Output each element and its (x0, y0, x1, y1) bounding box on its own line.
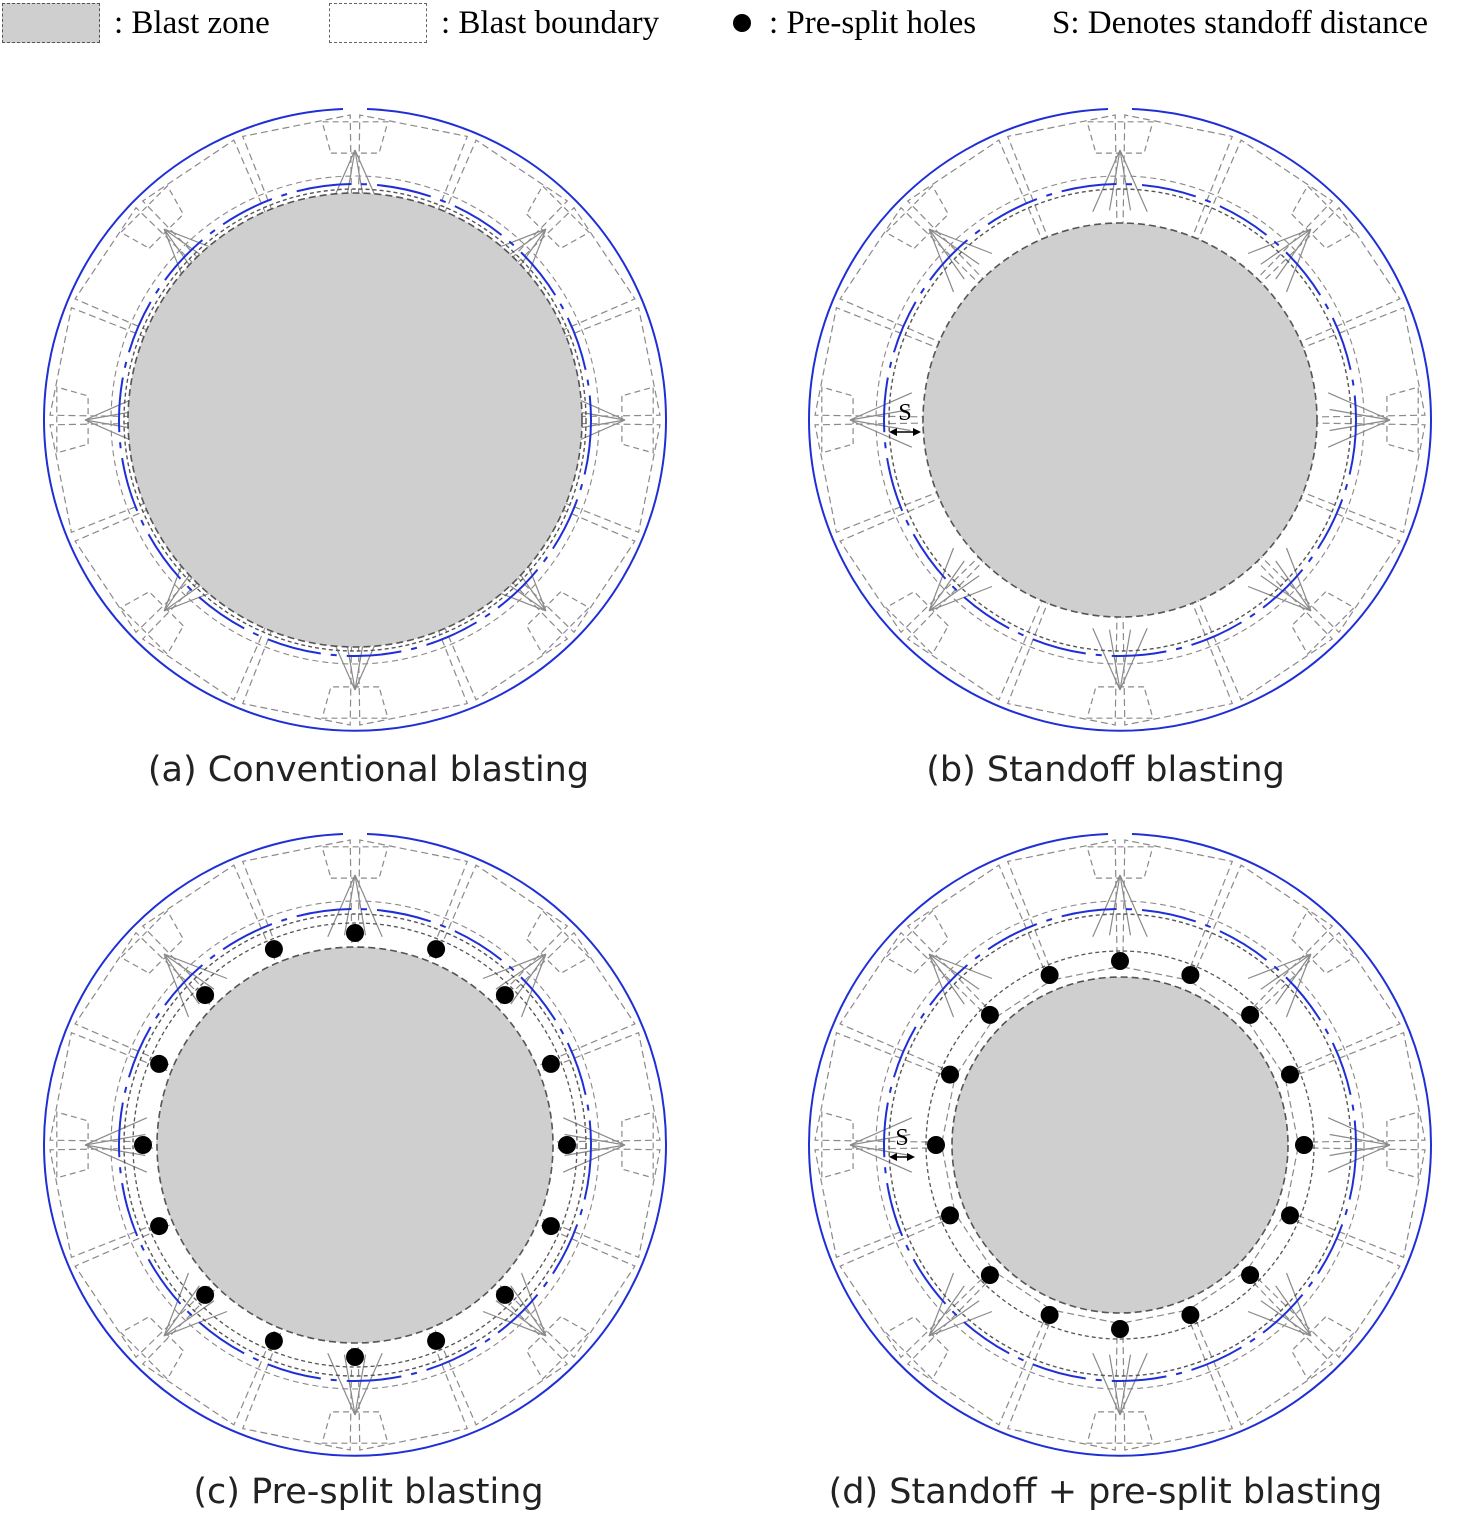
legend-presplit-holes-label: : Pre-split holes (769, 4, 977, 41)
presplit-hole (981, 1006, 999, 1024)
lining-segment (1248, 933, 1400, 1075)
anchor-block (57, 387, 88, 453)
wedge-support (929, 576, 992, 611)
legend-presplit-holes (733, 0, 976, 46)
lining-segment (1191, 865, 1333, 1017)
legend (0, 0, 1474, 46)
blast-zone (923, 223, 1317, 617)
panel-presplit (15, 805, 695, 1485)
presplit-hole (196, 986, 214, 1004)
wedge-support (164, 1273, 199, 1336)
wedge-support (929, 548, 964, 611)
caption-conventional: (a) Conventional blasting (147, 750, 590, 790)
blast-zone-swatch (2, 3, 100, 43)
presplit-hole (196, 1286, 214, 1304)
presplit-hole-icon (733, 14, 751, 32)
lining-segment (840, 1216, 992, 1358)
diagram-conventional (15, 80, 695, 760)
wedge-support (164, 1301, 227, 1336)
presplit-hole (1111, 1320, 1129, 1338)
lining-segment (1248, 1216, 1400, 1358)
legend-blast-boundary-label: : Blast boundary (441, 4, 660, 41)
legend-standoff-label: S: Denotes standoff distance (1052, 4, 1429, 41)
standoff-arrow-right (913, 428, 921, 436)
presplit-hole (1295, 1136, 1313, 1154)
presplit-hole (542, 1055, 560, 1073)
panel-conventional (15, 80, 695, 760)
presplit-hole (1281, 1206, 1299, 1224)
anchor-block (822, 387, 853, 453)
presplit-hole (542, 1217, 560, 1235)
legend-standoff (1052, 0, 1428, 46)
presplit-hole (265, 940, 283, 958)
presplit-hole (1041, 966, 1059, 984)
standoff-arrow-left (889, 1153, 897, 1161)
presplit-hole (1181, 966, 1199, 984)
caption-presplit: (c) Pre-split blasting (193, 1472, 544, 1512)
wedge-support (929, 1273, 964, 1336)
anchor-block (622, 387, 653, 453)
presplit-hole (941, 1066, 959, 1084)
caption-standoff: (b) Standoff blasting (926, 750, 1285, 790)
standoff-arrow-left (889, 428, 897, 436)
anchor-block (322, 847, 388, 878)
presplit-hole (1241, 1006, 1259, 1024)
anchor-block (1087, 122, 1153, 153)
presplit-hole (346, 924, 364, 942)
presplit-hole (1181, 1306, 1199, 1324)
presplit-hole (427, 1332, 445, 1350)
lining-segment (1123, 840, 1233, 980)
anchor-block (322, 122, 388, 153)
presplit-hole (134, 1136, 152, 1154)
blast-zone (128, 193, 582, 647)
presplit-hole (496, 1286, 514, 1304)
presplit-hole (1281, 1066, 1299, 1084)
standoff-arrow-right (907, 1153, 915, 1161)
legend-blast-zone-label: : Blast zone (114, 4, 270, 41)
lining-segment (840, 933, 992, 1075)
diagram-presplit (15, 805, 695, 1485)
lining-segment (908, 865, 1050, 1017)
legend-blast-zone (2, 0, 270, 46)
standoff-label: S (895, 1125, 909, 1151)
anchor-block (1087, 687, 1153, 718)
anchor-block (57, 1112, 88, 1178)
anchor-block (1387, 387, 1418, 453)
presplit-hole (1111, 952, 1129, 970)
legend-blast-boundary (329, 0, 659, 46)
blast-zone (157, 947, 553, 1343)
presplit-hole (981, 1266, 999, 1284)
blast-zone (952, 977, 1288, 1313)
lining-segment (908, 1273, 1050, 1425)
presplit-hole (265, 1332, 283, 1350)
diagram-standoff-presplit (780, 805, 1460, 1485)
anchor-block (322, 687, 388, 718)
presplit-hole (941, 1206, 959, 1224)
anchor-block (1087, 1412, 1153, 1443)
diagram-standoff (780, 80, 1460, 760)
anchor-block (822, 1112, 853, 1178)
panel-standoff-presplit (780, 805, 1460, 1485)
lining-segment (1191, 1273, 1333, 1425)
wedge-support (929, 1301, 992, 1336)
panel-standoff (780, 80, 1460, 760)
presplit-hole (1041, 1306, 1059, 1324)
presplit-hole (927, 1136, 945, 1154)
blast-boundary-swatch (329, 3, 427, 43)
standoff-label: S (898, 400, 912, 426)
presplit-hole (1241, 1266, 1259, 1284)
anchor-block (1087, 847, 1153, 878)
caption-standoff-presplit: (d) Standoff + pre-split blasting (828, 1472, 1383, 1512)
presplit-hole (496, 986, 514, 1004)
anchor-block (622, 1112, 653, 1178)
lining-segment (815, 1148, 955, 1258)
presplit-hole (427, 940, 445, 958)
anchor-block (1387, 1112, 1418, 1178)
presplit-hole (150, 1217, 168, 1235)
presplit-hole (150, 1055, 168, 1073)
presplit-hole (346, 1348, 364, 1366)
anchor-block (322, 1412, 388, 1443)
presplit-hole (558, 1136, 576, 1154)
